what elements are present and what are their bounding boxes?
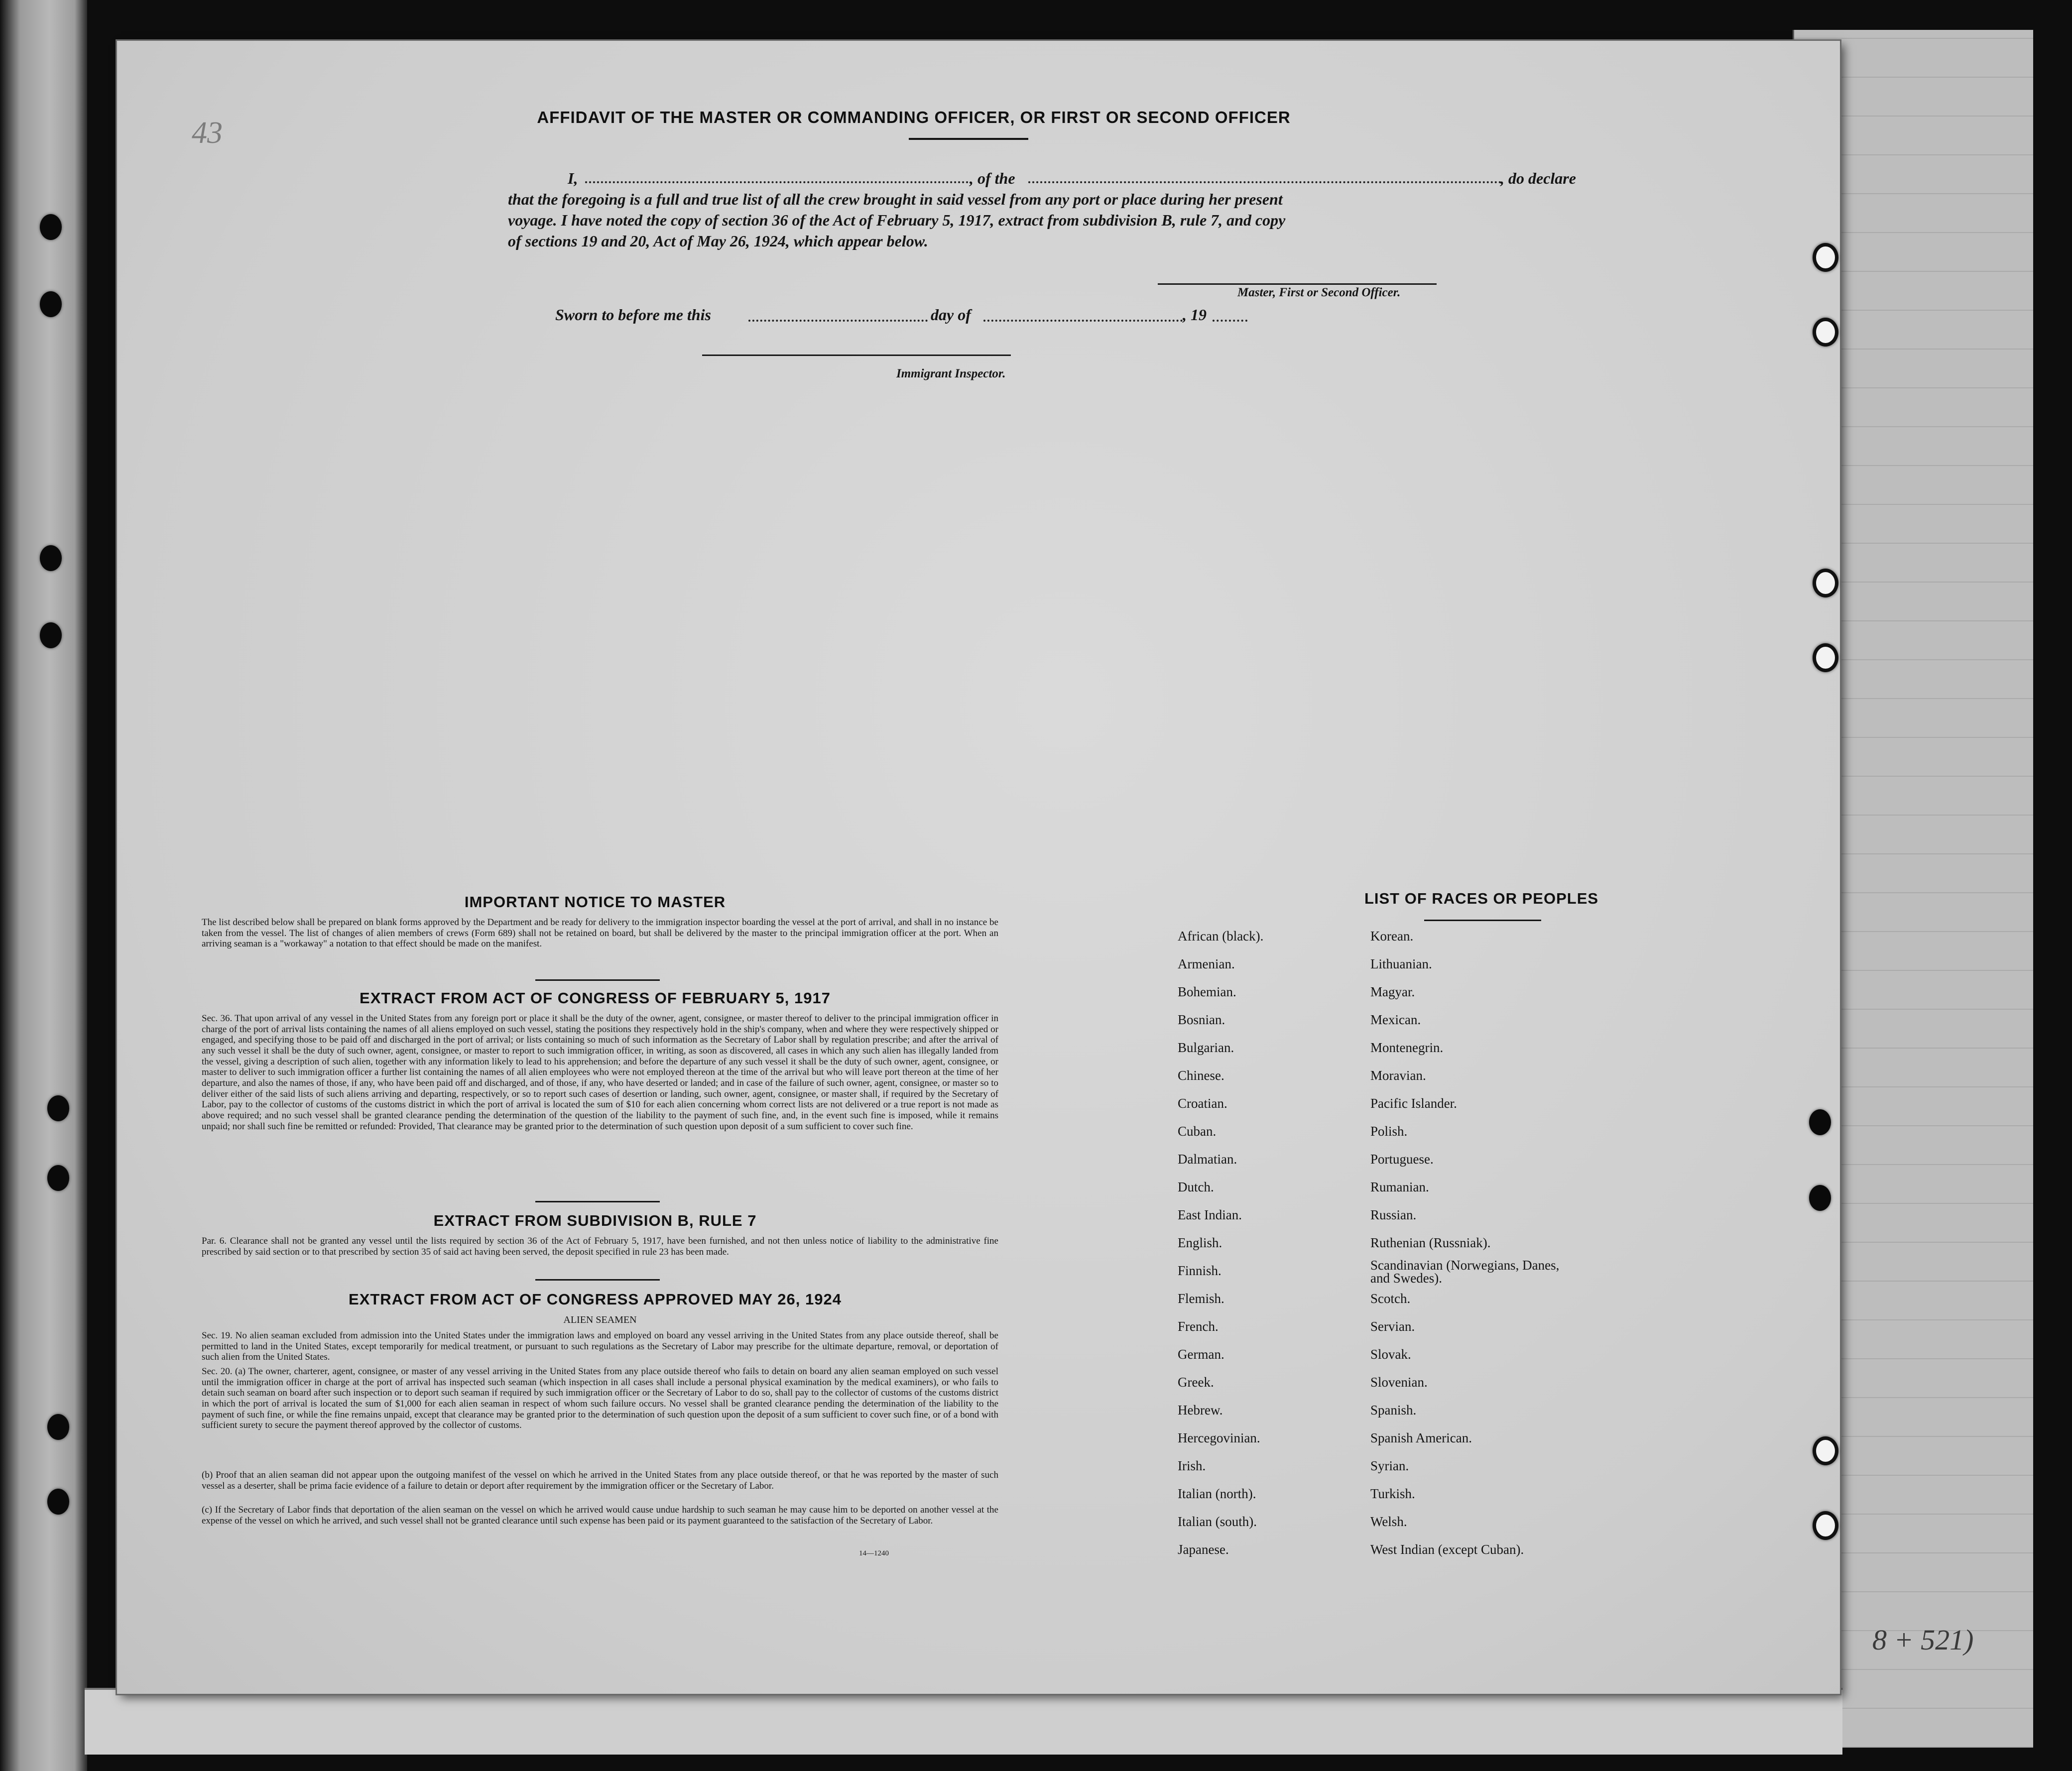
section-divider [535,1201,660,1202]
races-column-1 [1178,922,1357,1563]
notice-heading: IMPORTANT NOTICE TO MASTER [464,893,726,911]
affidavit-do-declare: , do declare [1500,169,1576,187]
race-item: Slovenian. [1370,1375,1428,1390]
binder-hole [40,214,62,240]
binder-hole [1813,318,1838,347]
binder-hole [47,1165,69,1191]
race-item: Chinese. [1178,1068,1224,1083]
race-item: Bohemian. [1178,984,1236,999]
race-item: Ruthenian (Russniak). [1370,1235,1491,1250]
race-item: Irish. [1178,1458,1206,1473]
race-item: Turkish. [1370,1486,1415,1501]
affidavit-i-label: I, [568,169,578,187]
extract-rule7-body: Par. 6. Clearance shall not be granted any vessel until the lists required by section 36 of the Act of February 5, 1917, have been furnished, and not then unless notice of liability to the administrative fine prescribed by said section or to that prescribed by section 35 of said act having been served, the deposit specified in rule 23 has been made. [202,1236,998,1257]
race-item: African (black). [1178,929,1264,944]
race-item: Rumanian. [1370,1180,1429,1194]
extract-1924-sec20a: Sec. 20. (a) The owner, charterer, agent, consignee, or master of any vessel arriving in the United States from any place outside thereof who fails to detain on board any alien seaman employed on such vessel until the immigration officer in charge at the port of arrival has inspected such seaman (which inspection in all cases shall include a personal physical examination by the medical examiners), or who fails to detain such seaman on board after such inspection or to deport such seaman if required by such immigration officer or the Secretary of Labor to do so, shall pay to the collector of customs of the customs district in which the port of arrival is located the sum of $1,000 for each alien seaman in respect of whom such failure occurs. No vessel shall be granted clearance pending the determination of the liability to the payment of such fine, or while the fine remains unpaid, except that clearance may be granted prior to the determination of such question upon the deposit of a sum sufficient to cover such fine, or of a bond with sufficient surety to secure the payment thereof approved by the collector of customs. [202,1366,998,1431]
race-item: Montenegrin. [1370,1040,1444,1055]
affidavit-declaration-line2: that the foregoing is a full and true list of all the crew brought in said vessel from any port or place during her present [508,190,1283,208]
affidavit-declaration-line3: voyage. I have noted the copy of section 36 of the Act of February 5, 1917, extract from subdivision B, rule 7, and copy [508,211,1286,229]
race-item: Hebrew. [1178,1403,1223,1417]
handwritten-page-number: 43 [192,116,223,150]
race-item: Lithuanian. [1370,956,1432,971]
officer-name-blank[interactable] [585,181,969,183]
extract-1917-heading: EXTRACT FROM ACT OF CONGRESS OF FEBRUARY 5, 1917 [360,989,831,1007]
race-item: East Indian. [1178,1207,1242,1222]
binder-hole [40,622,62,648]
sworn-year-blank[interactable] [1213,320,1247,322]
race-item: Dutch. [1178,1180,1214,1194]
inspector-signature-line[interactable] [702,354,1011,356]
race-item: Mexican. [1370,1012,1421,1027]
sworn-day-blank[interactable] [748,320,928,322]
race-item: West Indian (except Cuban). [1370,1542,1524,1557]
races-column-2 [1370,922,1580,1563]
alien-seamen-subheading: ALIEN SEAMEN [563,1314,637,1325]
binder-hole [1813,1436,1838,1465]
race-item: German. [1178,1347,1224,1362]
race-item: Spanish American. [1370,1430,1472,1445]
extract-1924-heading: EXTRACT FROM ACT OF CONGRESS APPROVED MAY 26, 1924 [349,1291,842,1308]
race-item: Slovak. [1370,1347,1411,1362]
binder-hole [40,291,62,317]
race-item: Hercegovinian. [1178,1430,1260,1445]
crew-list-form-back [117,41,1840,1694]
race-item: English. [1178,1235,1222,1250]
race-item: Dalmatian. [1178,1152,1237,1167]
race-item: Cuban. [1178,1124,1217,1139]
underlying-page-bottom [85,1688,1842,1755]
officer-signature-line[interactable] [1158,283,1437,285]
race-item: Greek. [1178,1375,1214,1390]
binder-hole [47,1095,69,1121]
binder-hole [1809,1185,1831,1211]
heading-divider [909,138,1028,140]
races-heading: LIST OF RACES OR PEOPLES [1364,890,1599,907]
races-divider [1424,920,1541,921]
extract-1917-body: Sec. 36. That upon arrival of any vessel in the United States from any foreign port or place it shall be the duty of the owner, agent, consignee, or master thereof to deliver to the principal immigration officer in charge of the port of arrival lists containing the names of all aliens employed on such vessel, stating the positions they respectively hold in the ship's company, when and where they were respectively shipped or engaged, and specifying those to be paid off and discharged in the port of arrival; or lists containing so much of such information as the Secretary of Labor shall by regulation prescribe; and after the arrival of any such vessel it shall be the duty of such owner, agent, consignee, or master to report to such immigration officer, in writing, as soon as discovered, all cases in which any such alien has illegally landed from the vessel, giving a description of such alien, together with any information likely to lead to his apprehension; and before the departure of any such vessel it shall be the duty of such owner, agent, consignee, or master to deliver to such immigration officer a further list containing the names of all alien employees who were not employed thereon at the time of the arrival but who will leave port thereon at the time of her departure, and also the names of those, if any, who have been paid off and discharged, and of those, if any, who have deserted or landed; and in case of the failure of such owner, agent, consignee, or master so to deliver either of the said lists of such aliens arriving and departing, respectively, or so to report such cases of desertion or landing, such owner, agent, consignee, or master shall, if required by the Secretary of Labor, pay to the collector of customs of the customs district in which the port of arrival is located the sum of $10 for each alien concerning whom correct lists are not delivered or a true report is not made as above required; and no such vessel shall be granted clearance pending the determination of the question of the liability to the payment of such fine, and, in the event such fine is imposed, while it remains unpaid; nor shall such fine be remitted or refunded: Provided, That clearance may be granted prior to the determination of such question upon deposit of a sum sufficient to cover such fine. [202,1013,998,1132]
race-item: Italian (south). [1178,1514,1257,1529]
race-item: Bosnian. [1178,1012,1225,1027]
year-prefix: , 19 [1183,306,1207,324]
race-item: Scandinavian (Norwegians, Danes, and Swedes). [1370,1258,1560,1286]
binder-hole [47,1414,69,1440]
binder-hole [1813,243,1838,272]
race-item: Pacific Islander. [1370,1096,1457,1111]
extract-rule7-heading: EXTRACT FROM SUBDIVISION B, RULE 7 [433,1212,757,1229]
race-item: Syrian. [1370,1458,1409,1473]
section-divider [535,1279,660,1281]
affidavit-declaration-line4: of sections 19 and 20, Act of May 26, 1924, which appear below. [508,232,928,250]
affidavit-of-the-label: , of the [970,169,1015,187]
binder-hole [1813,643,1838,672]
race-item: Bulgarian. [1178,1040,1234,1055]
race-item: Moravian. [1370,1068,1426,1083]
race-item: Magyar. [1370,984,1415,999]
binder-hole [1809,1109,1831,1135]
extract-1924-sec20c: (c) If the Secretary of Labor finds that deportation of the alien seaman on the vessel on which he arrived would cause undue hardship to such seaman he may cause him to be deported on another vessel at the expense of the vessel on which he arrived, and such vessel shall not be granted clearance until such expense has been paid or its payment guaranteed to the satisfaction of the Secretary of Labor. [202,1505,998,1526]
extract-1924-sec20b: (b) Proof that an alien seaman did not appear upon the outgoing manifest of the vessel on which he arrived in the United States from any place outside thereof, or that he was reported by the master of such vessel as a deserter, shall be prima facie evidence of a failure to detain or deport after requirement by the immigration officer or the Secretary of Labor. [202,1470,998,1491]
race-item: Servian. [1370,1319,1415,1334]
race-item: Finnish. [1178,1263,1221,1278]
race-item: Armenian. [1178,956,1235,971]
handwritten-margin-note: 8 + 521) [1872,1624,1974,1656]
race-item: Polish. [1370,1124,1408,1139]
race-item: Spanish. [1370,1403,1417,1417]
race-item: Japanese. [1178,1542,1229,1557]
officer-signature-label: Master, First or Second Officer. [1237,286,1401,299]
section-divider [535,979,660,981]
notice-body: The list described below shall be prepared on blank forms approved by the Department and be ready for delivery to the immigration inspector boarding the vessel at the port of arrival, and shall in no instance be taken from the vessel. The list of changes of alien members of crews (Form 689) shall not be retained on board, but shall be delivered by the master to the principal immigration officer at the port. When an arriving seaman is a "workaway" a notation to that effect should be made on the manifest. [202,917,998,949]
day-of-label: day of [931,306,971,324]
binder-hole [1813,1511,1838,1540]
race-item: Flemish. [1178,1291,1224,1306]
race-item: Croatian. [1178,1096,1227,1111]
race-item: Russian. [1370,1207,1417,1222]
form-number: 14—1240 [859,1549,889,1557]
binder-hole [40,545,62,571]
race-item: Welsh. [1370,1514,1407,1529]
affidavit-heading: AFFIDAVIT OF THE MASTER OR COMMANDING OFFICER, OR FIRST OR SECOND OFFICER [537,108,1291,126]
race-item: Scotch. [1370,1291,1411,1306]
binder-hole [47,1489,69,1515]
race-item: Portuguese. [1370,1152,1434,1167]
inspector-label: Immigrant Inspector. [896,367,1006,380]
binder-hole [1813,569,1838,597]
scan-left-edge [0,0,87,1771]
vessel-name-blank[interactable] [1028,181,1501,183]
sworn-month-blank[interactable] [983,320,1183,322]
race-item: French. [1178,1319,1219,1334]
sworn-label: Sworn to before me this [555,306,711,324]
extract-1924-sec19: Sec. 19. No alien seaman excluded from admission into the United States under the immigration laws and employed on board any vessel arriving in the United States from any place outside thereof, shall be permitted to land in the United States, except temporarily for medical treatment, or pursuant to such regulations as the Secretary of Labor may prescribe for the ultimate departure, removal, or deportation of such alien from the United States. [202,1330,998,1363]
race-item: Korean. [1370,929,1414,944]
race-item: Italian (north). [1178,1486,1256,1501]
